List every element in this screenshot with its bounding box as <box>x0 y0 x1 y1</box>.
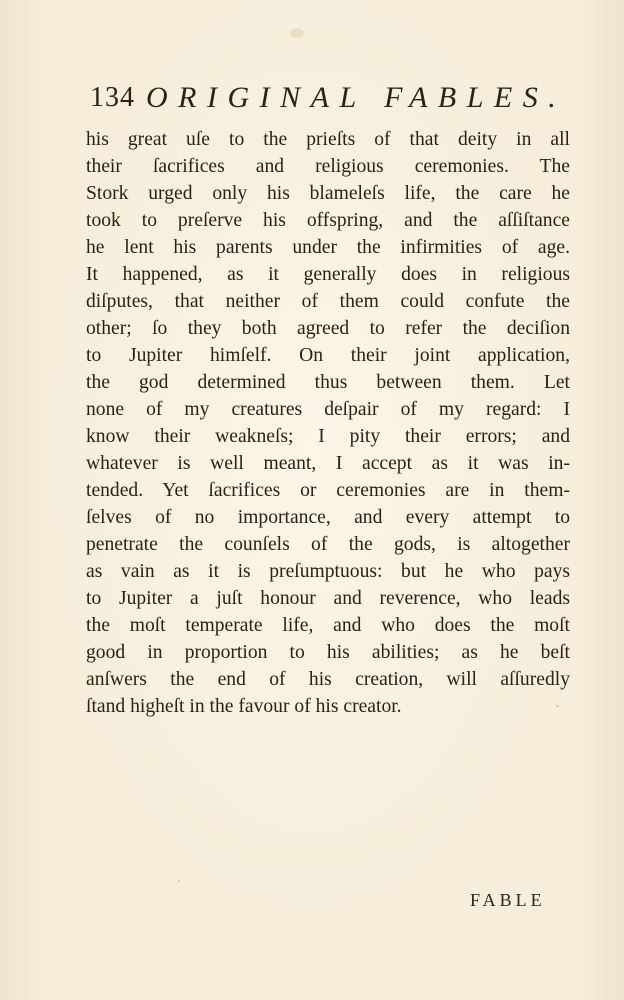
text-line: anſwers the end of his creation, will aſſuredly <box>86 669 570 690</box>
text-line: he lent his parents under the infirmities of age. <box>86 237 570 258</box>
text-line-last: ſtand higheſt in the favour of his creator. <box>86 696 402 717</box>
paper-speck <box>290 28 304 38</box>
text-line: to Jupiter a juſt honour and reverence, who leads <box>86 588 570 609</box>
fable-text <box>86 126 570 720</box>
text-line: to Jupiter himſelf. On their joint application, <box>86 345 570 366</box>
page-header <box>90 78 570 118</box>
text-line: penetrate the counſels of the gods, is altogether <box>86 534 570 555</box>
text-line: good in proportion to his abilities; as he beſt <box>86 642 570 663</box>
text-line: It happened, as it generally does in religious <box>86 264 570 285</box>
text-line: their ſacrifices and religious ceremonies. The <box>86 156 570 177</box>
text-line: know their weakneſs; I pity their errors; and <box>86 426 570 447</box>
text-line: none of my creatures deſpair of my regard: I <box>86 399 570 420</box>
text-line: as vain as it is preſumptuous: but he who pays <box>86 561 570 582</box>
text-line: his great uſe to the prieſts of that deity in all <box>86 129 570 150</box>
text-line: ſelves of no importance, and every attempt to <box>86 507 570 528</box>
text-line: tended. Yet ſacrifices or ceremonies are in them- <box>86 480 570 501</box>
text-line: Stork urged only his blameleſs life, the care he <box>86 183 570 204</box>
page-number: 134 <box>90 82 135 113</box>
text-line: the moſt temperate life, and who does the moſt <box>86 615 570 636</box>
paper-speck <box>178 880 180 882</box>
running-title: ORIGINAL FABLES. <box>146 81 567 114</box>
text-line: the god determined thus between them. Let <box>86 372 570 393</box>
text-line: whatever is well meant, I accept as it was in- <box>86 453 570 474</box>
text-line: diſputes, that neither of them could confute the <box>86 291 570 312</box>
text-line: other; ſo they both agreed to refer the deciſion <box>86 318 570 339</box>
paper-speck <box>556 705 559 707</box>
catchword: FABLE <box>470 890 546 910</box>
text-line: took to preſerve his offspring, and the aſſiſtance <box>86 210 570 231</box>
